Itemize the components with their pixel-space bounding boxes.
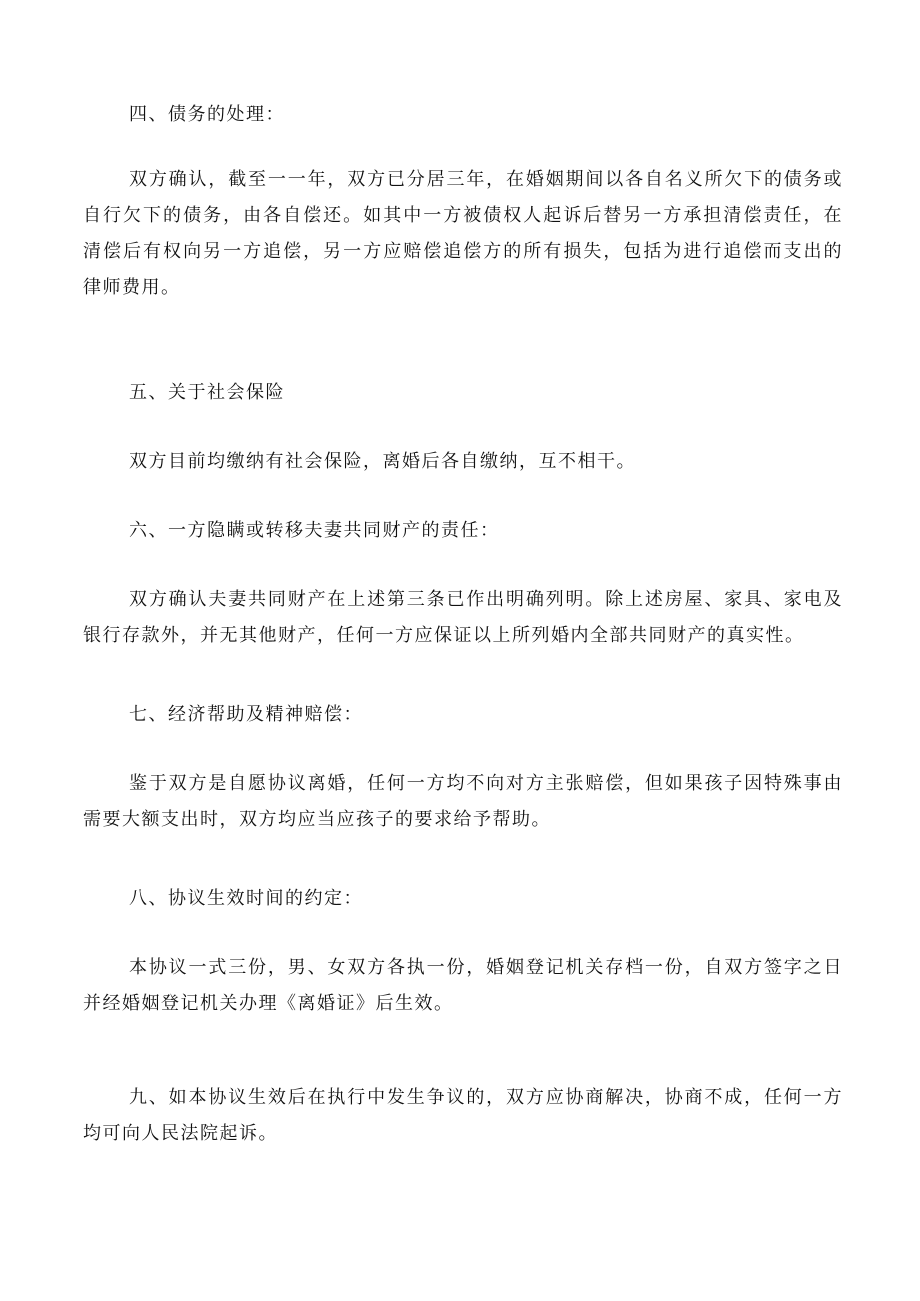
section-8-body: 本协议一式三份，男、女双方各执一份，婚姻登记机关存档一份，自双方签字之日并经婚姻登记机关办理《离婚证》后生效。: [83, 957, 843, 1014]
section-6-heading: 六、一方隐瞒或转移夫妻共同财产的责任：: [129, 520, 500, 541]
section-4-heading: 四、债务的处理：: [129, 104, 285, 125]
section-7-heading: 七、经济帮助及精神赔偿：: [129, 704, 363, 725]
section-5-heading: 五、关于社会保险: [129, 382, 285, 403]
section-5-body: 双方目前均缴纳有社会保险，离婚后各自缴纳，互不相干。: [129, 451, 636, 472]
section-9-body: 九、如本协议生效后在执行中发生争议的，双方应协商解决，协商不成，任何一方均可向人民法院起诉。: [83, 1087, 843, 1144]
section-8-heading: 八、协议生效时间的约定：: [129, 888, 363, 909]
section-4-body: 双方确认，截至一一年，双方已分居三年，在婚姻期间以各自名义所欠下的债务或自行欠下的债务，由各自偿还。如其中一方被债权人起诉后替另一方承担清偿责任，在清偿后有权向另一方追偿，另一方应赔偿追偿方的所有损失，包括为进行追偿而支出的律师费用。: [83, 169, 843, 298]
section-6-body: 双方确认夫妻共同财产在上述第三条已作出明确列明。除上述房屋、家具、家电及银行存款外，并无其他财产，任何一方应保证以上所列婚内全部共同财产的真实性。: [83, 589, 843, 646]
section-7-body: 鉴于双方是自愿协议离婚，任何一方均不向对方主张赔偿，但如果孩子因特殊事由需要大额支出时，双方均应当应孩子的要求给予帮助。: [83, 773, 843, 830]
